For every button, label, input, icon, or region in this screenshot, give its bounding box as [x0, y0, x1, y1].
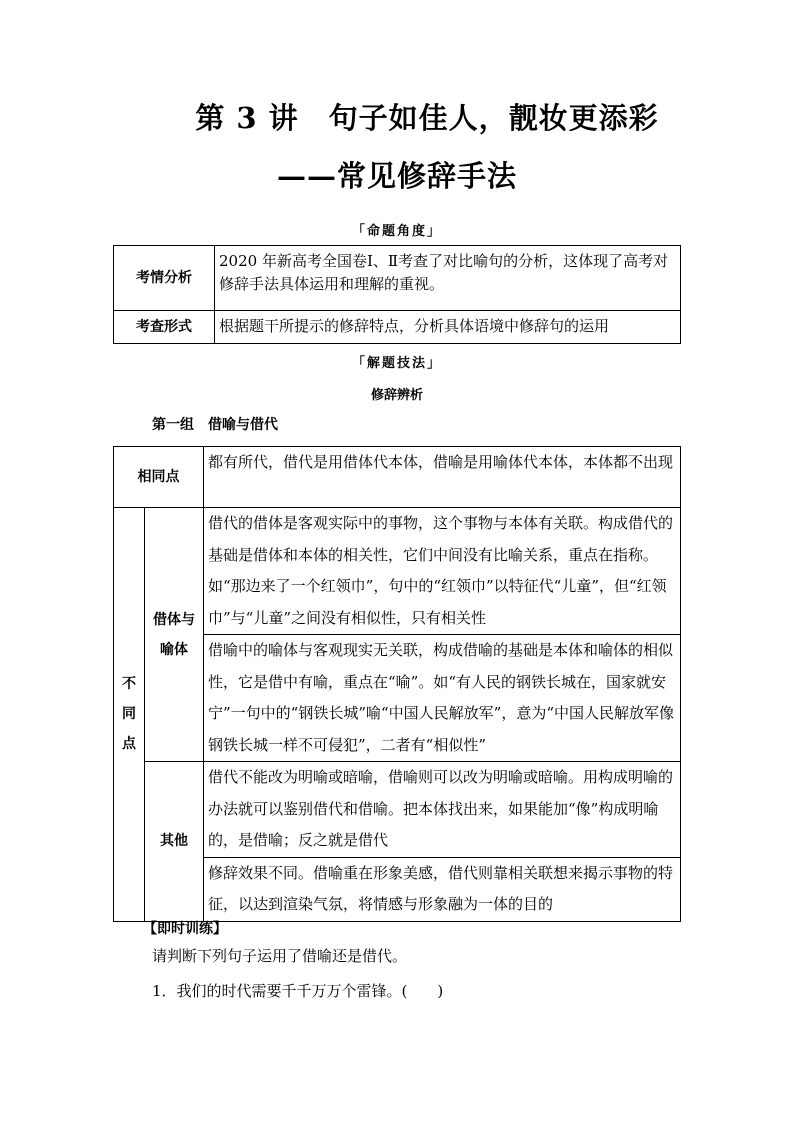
sub2-text-a: 借代不能改为明喻或暗喻，借喻则可以改为明喻或暗喻。用构成明喻的办法就可以鉴别借代和借喻。把本体找出来，如果能加“像”构成明喻的，是借喻；反之就是借代 — [204, 762, 681, 858]
exam-analysis-text: 2020 年新高考全国卷Ⅰ、Ⅱ考查了对比喻句的分析，这体现了高考对修辞手法具体运用和理解的重视。 — [215, 246, 681, 311]
sub2-label: 其他 — [145, 762, 204, 922]
sub1-label: 借体与喻体 — [145, 508, 204, 762]
practice-instruction: 请判断下列句子运用了借喻还是借代。 — [152, 947, 408, 965]
technique-tag: 「解题技法」 — [351, 356, 442, 371]
question-1: 1．我们的时代需要千千万万个雷锋。( ) — [152, 982, 444, 1000]
sub1-text-a: 借代的借体是客观实际中的事物，这个事物与本体有关联。构成借代的基础是借体和本体的相关性，它们中间没有比喻关系，重点在指称。如“那边来了一个红领巾”，句中的“红领巾”以特征代“儿童”，但“红领巾”与“儿童”之间没有相似性，只有相关性 — [204, 508, 681, 635]
practice-heading: 【即时训练】 — [143, 921, 227, 937]
same-label: 相同点 — [114, 447, 204, 508]
page-title: 第 3 讲 句子如佳人，靓妆更添彩 — [195, 101, 659, 135]
page-subtitle: ——常见修辞手法 — [276, 159, 517, 193]
comparison-table — [113, 446, 681, 922]
section-title: 修辞辨析 — [370, 388, 423, 403]
exam-form-text: 根据题干所提示的修辞特点，分析具体语境中修辞句的运用 — [215, 311, 681, 344]
exam-info-table — [113, 245, 681, 344]
diff-label: 不同点 — [114, 508, 145, 922]
sub2-text-b: 修辞效果不同。借喻重在形象美感，借代则靠相关联想来揭示事物的特征，以达到渲染气氛，将情感与形象融为一体的目的 — [204, 857, 681, 921]
exam-analysis-label: 考情分析 — [114, 246, 215, 311]
exam-form-label: 考查形式 — [114, 311, 215, 344]
sub1-text-b: 借喻中的喻体与客观现实无关联，构成借喻的基础是本体和喻体的相似性，它是借中有喻，重点在“喻”。如“有人民的钢铁长城在，国家就安宁”一句中的“钢铁长城”喻“中国人民解放军”，意为“中国人民解放军像钢铁长城一样不可侵犯”，二者有“相似性” — [204, 635, 681, 762]
same-text: 都有所代，借代是用借体代本体，借喻是用喻体代本体，本体都不出现 — [204, 447, 681, 508]
group-title: 第一组 借喻与借代 — [152, 417, 278, 433]
angle-tag: 「命题角度」 — [351, 224, 442, 239]
